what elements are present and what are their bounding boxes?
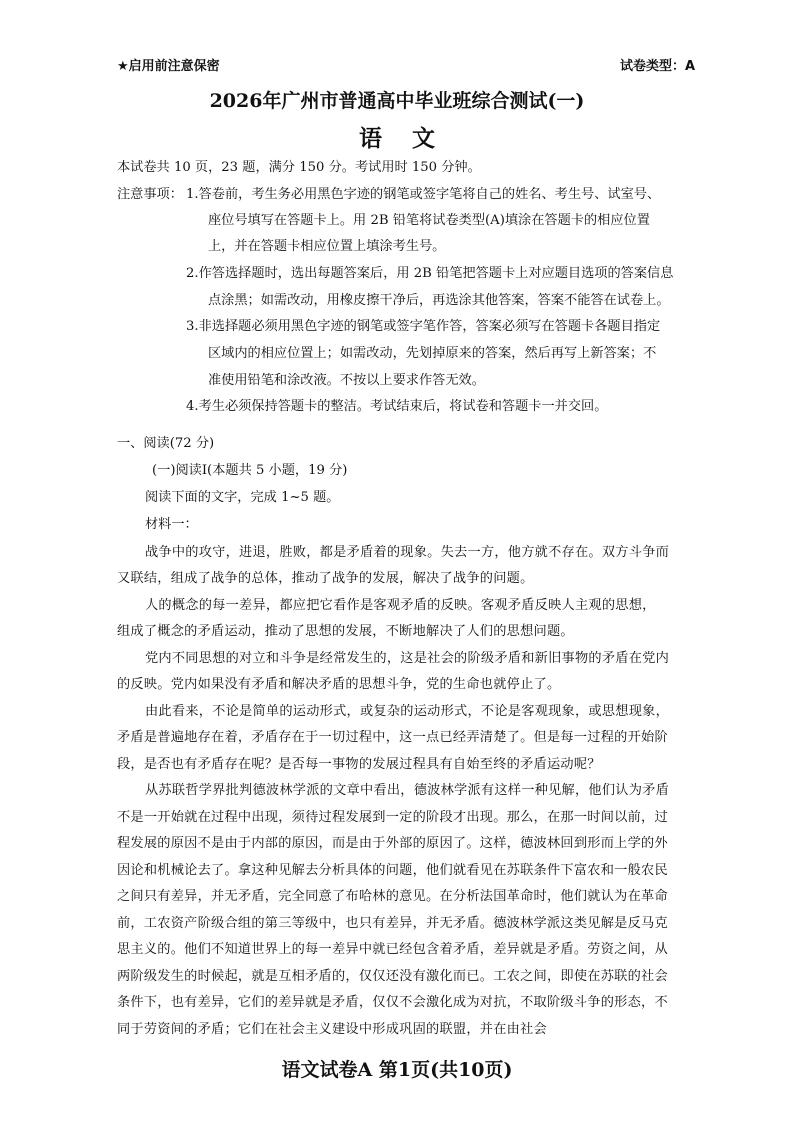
passage-line: 两阶级发生的时候起，就是互相矛盾的，仅仅还没有激化而已。工农之间，即使在苏联的社会 (117, 969, 668, 984)
passage-line: 的反映。党内如果没有矛盾和解决矛盾的思想斗争，党的生命也就停止了。 (117, 677, 561, 692)
sub-section-heading: (一)阅读Ⅰ(本题共 5 小题，19 分) (152, 463, 348, 478)
passage-line: 之间只有差异，并无矛盾，完全同意了布哈林的意见。在分析法国革命时，他们就认为在革命 (117, 889, 668, 904)
note-line: 点涂黑；如需改动，用橡皮擦干净后，再选涂其他答案，答案不能答在试卷上。 (208, 293, 670, 308)
paper-type-label: 试卷类型：A (620, 59, 696, 74)
subject-title: 语文 (359, 125, 465, 152)
passage-line: 人的概念的每一差异，都应把它看作是客观矛盾的反映。客观矛盾反映人主观的思想， (145, 598, 656, 613)
note-line: 1.答卷前，考生务必用黑色字迹的钢笔或签字笔将自己的姓名、考生号、试室号、 (186, 187, 661, 202)
material-label: 材料一： (145, 517, 198, 532)
confidential-label: ★启用前注意保密 (117, 59, 220, 74)
passage-line: 矛盾是普遍地存在着，矛盾存在于一切过程中，这一点已经弄清楚了。但是每一过程的开始阶 (117, 730, 668, 745)
reading-instruction: 阅读下面的文字，完成 1~5 题。 (145, 490, 340, 505)
note-line: 上，并在答题卡相应位置上填涂考生号。 (208, 239, 446, 254)
passage-line: 前，工农资产阶级合组的第三等级中，也只有差异，并无矛盾。德波林学派这类见解是反马克 (117, 916, 668, 931)
section-heading: 一、阅读(72 分) (117, 436, 215, 451)
passage-line: 从苏联哲学界批判德波林学派的文章中看出，德波林学派有这样一种见解，他们认为矛盾 (145, 783, 670, 798)
passage-line: 思主义的。他们不知道世界上的每一差异中就已经包含着矛盾，差异就是矛盾。劳资之间，从 (117, 942, 668, 957)
note-line: 准使用铅笔和涂改液。不按以上要求作答无效。 (208, 373, 485, 388)
passage-line: 段，是否也有矛盾存在呢？是否每一事物的发展过程具有自始至终的矛盾运动呢？ (117, 757, 601, 772)
passage-line: 由此看来，不论是简单的运动形式，或复杂的运动形式，不论是客观现象，或思想现象， (145, 704, 670, 719)
note-line: 座位号填写在答题卡上。用 2B 铅笔将试卷类型(A)填涂在答题卡的相应位置 (208, 213, 650, 228)
passage-line: 战争中的攻守，进退，胜败，都是矛盾着的现象。失去一方，他方就不存在。双方斗争而 (145, 545, 670, 560)
passage-line: 同于劳资间的矛盾；它们在社会主义建设中形成巩固的联盟，并在由社会 (117, 1022, 547, 1037)
note-line: 2.作答选择题时，选出每题答案后，用 2B 铅笔把答题卡上对应题目选项的答案信息 (186, 266, 674, 281)
page-footer: 语文试卷A 第1页(共10页) (281, 1059, 513, 1081)
notes-label: 注意事项： (117, 187, 183, 202)
passage-line: 条件下，也有差异，它们的差异就是矛盾，仅仅不会激化成为对抗，不取阶级斗争的形态，不 (117, 995, 668, 1010)
exam-title: 2026年广州市普通高中毕业班综合测试(一) (209, 90, 585, 112)
note-line: 区域内的相应位置上；如需改动，先划掉原来的答案，然后再写上新答案；不 (208, 346, 657, 361)
passage-line: 党内不同思想的对立和斗争是经常发生的，这是社会的阶级矛盾和新旧事物的矛盾在党内 (145, 651, 670, 666)
note-line: 3.非选择题必须用黑色字迹的钢笔或签字笔作答，答案必须写在答题卡各题目指定 (186, 319, 661, 334)
exam-intro: 本试卷共 10 页，23 题，满分 150 分。考试用时 150 分钟。 (117, 160, 481, 175)
passage-line: 因论和机械论去了。拿这种见解去分析具体的问题，他们就看见在苏联条件下富农和一般农民 (117, 863, 668, 878)
passage-line: 不是一开始就在过程中出现，须待过程发展到一定的阶段才出现。那么，在那一时间以前，过 (117, 810, 668, 825)
passage-line: 程发展的原因不是由于内部的原因，而是由于外部的原因了。这样，德波林回到形而上学的外 (117, 836, 668, 851)
passage-line: 组成了概念的矛盾运动，推动了思想的发展，不断地解决了人们的思想问题。 (117, 624, 574, 639)
passage-line: 又联结，组成了战争的总体，推动了战争的发展，解决了战争的问题。 (117, 571, 534, 586)
note-line: 4.考生必须保持答题卡的整洁。考试结束后，将试卷和答题卡一并交回。 (186, 399, 608, 414)
